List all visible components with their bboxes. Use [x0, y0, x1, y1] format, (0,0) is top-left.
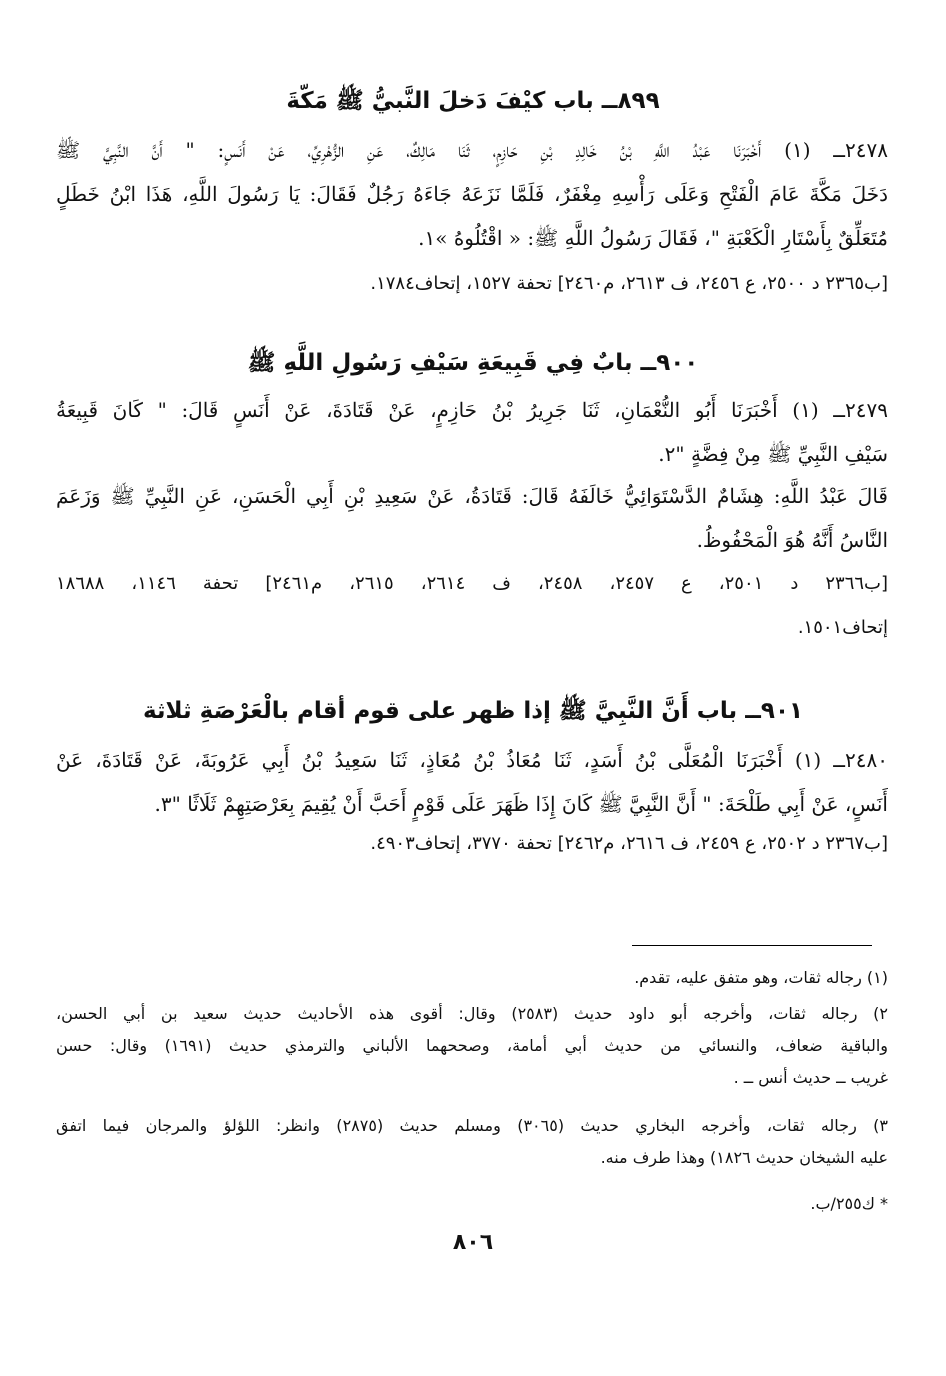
footnote-line: عليه الشيخان حديث ١٨٢٦) وهذا طرف منه.: [600, 1148, 888, 1167]
reference-2480: [56, 822, 888, 866]
chapter-heading-901: ٩٠١ــ باب أَنَّ النَّبِيَّ ﷺ إذا ظهر على قوم أقام بالْعَرْصَةِ ثلاثة: [142, 698, 804, 724]
hadith-line: أَنَسٍ، عَنْ أَبِي طَلْحَةَ: " أَنَّ النَّبِيَّ ﷺ كَانَ إِذَا ظَهَرَ عَلَى قَوْمٍ أَحَبَّ أَنْ يُقِيمَ بِعَرْصَتِهِمْ ثَلَاثًا "٣.: [154, 792, 888, 816]
hadith-2479: [56, 388, 888, 476]
hadith-line: مُتَعَلِّقٌ بِأَسْتَارِ الْكَعْبَةِ "، فَقَالَ رَسُولُ اللَّهِ ﷺ: « اقْتُلُوهُ »١.: [418, 226, 888, 250]
hadith-2480: [56, 738, 888, 826]
hadith-line: ٢٤٧٩ــ (١) أَخْبَرَنَا أَبُو النُّعْمَانِ، ثَنَا جَرِيرُ بْنُ حَازِمٍ، عَنْ قَتَادَةَ، عَنْ أَنَسٍ قَالَ: " كَانَ قَبِيعَةُ: [56, 398, 888, 422]
footnote-line: ٢) رجاله ثقات، وأخرجه أبو داود حديث (٢٥٨٣) وقال: أقوى هذه الأحاديث حديث سعيد بن أبي الحسن،: [56, 1004, 888, 1023]
hadith-2478: [56, 128, 888, 260]
reference-line: [ب٢٣٦٦ د ٢٥٠١، ع ٢٤٥٧، ٢٤٥٨، ف ٢٦١٤، ٢٦١٥، م٢٤٦١] تحفة ١١٤٦، ١٨٦٨٨: [56, 573, 888, 594]
footnote-line: (١) رجاله ثقات، وهو متفق عليه، تقدم.: [634, 968, 888, 987]
footnote-line: ٣) رجاله ثقات، وأخرجه البخاري حديث (٣٠٦٥) ومسلم حديث (٢٨٧٥) وانظر: اللؤلؤ والمرجان فيما اتفق: [56, 1116, 888, 1135]
hadith-line: دَخَلَ مَكَّةَ عَامَ الْفَتْحِ وَعَلَى رَأْسِهِ مِغْفَرٌ، فَلَمَّا نَزَعَهُ جَاءَهُ رَجُلٌ فَقَالَ: يَا رَسُولَ اللَّهِ، هَذَا ابْنُ خَطَلٍ: [56, 182, 888, 206]
note-line: النَّاسُ أَنَّهُ هُوَ الْمَحْفُوظُ.: [696, 528, 888, 552]
footnote-divider: [632, 945, 872, 946]
footnote-line: * ك٢٥٥/ب.: [810, 1194, 888, 1213]
note-line: قَالَ عَبْدُ اللَّهِ: هِشَامٌ الدَّسْتَوَائِيُّ خَالَفَهُ قَالَ: قَتَادَةُ، عَنْ سَعِيدِ بْنِ أَبِي الْحَسَنِ، عَنِ النَّبِيِّ ﷺ وَزَعَمَ: [56, 484, 888, 508]
reference-line: [ب٢٣٦٧ د ٢٥٠٢، ع ٢٤٥٩، ف ٢٦١٦، م٢٤٦٢] تحفة ٣٧٧٠، إتحاف٤٩٠٣.: [370, 833, 888, 854]
hadith-line: ٢٤٨٠ــ (١) أَخْبَرَنَا الْمُعَلَّى بْنُ أَسَدٍ، ثَنَا مُعَاذُ بْنُ مُعَاذٍ، ثَنَا سَعِيدُ بْنُ أَبِي عَرُوبَةَ، عَنْ قَتَادَةَ، عَنْ: [56, 748, 888, 772]
hadith-line: ٢٤٧٨ــ (١) أَخْبَرَنَا عَبْدُ اللَّهِ بْنُ خَالِدِ بْنِ حَازِمٍ، ثَنَا مَالِكٌ، عَنِ الزُّهْرِيِّ، عَنْ أَنَسٍ: " أَنَّ النَّبِيَّ ﷺ: [56, 138, 888, 162]
page-number: ٨٠٦: [452, 1230, 494, 1255]
footnote-3: [56, 1110, 888, 1174]
hadith-line: سَيْفِ النَّبِيِّ ﷺ مِنْ فِضَّةٍ "٢.: [658, 442, 888, 466]
footnote-line: غريب ــ حديث أنس ــ .: [733, 1068, 888, 1087]
footnote-line: والباقية ضعاف، والنسائي من حديث أبي أمامة، وصححهما الألباني والترمذي حديث (١٦٩١) وقال: حسن: [56, 1036, 888, 1055]
manuscript-folio-note: [56, 1188, 888, 1220]
chapter-heading-900: ٩٠٠ــ بابٌ فِي قَبِيعَةِ سَيْفِ رَسُولِ اللَّهِ ﷺ: [247, 350, 699, 376]
reference-2479: [56, 562, 888, 650]
footnote-1: [56, 962, 888, 994]
reference-line: إتحاف١٥٠١.: [797, 617, 888, 638]
chapter-heading-899: ٨٩٩ــ باب كيْفَ دَخلَ النَّبيُّ ﷺ مَكّةَ: [286, 88, 660, 114]
author-note-2479: [56, 474, 888, 562]
reference-2478: [56, 262, 888, 306]
reference-line: [ب٢٣٦٥ د ٢٥٠٠، ع ٢٤٥٦، ف ٢٦١٣، م٢٤٦٠] تحفة ١٥٢٧، إتحاف١٧٨٤.: [370, 273, 888, 294]
footnote-2: [56, 998, 888, 1094]
